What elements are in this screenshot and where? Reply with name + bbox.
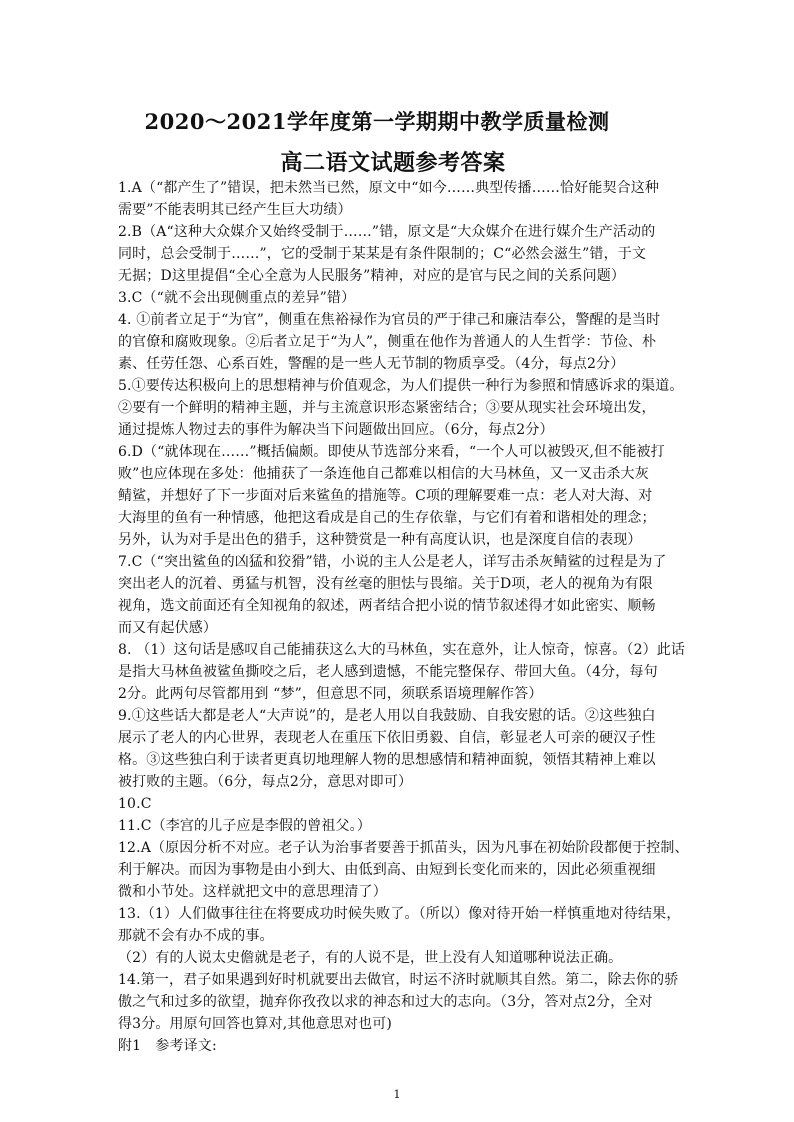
answer-line: 被打败的主题。（6分，每点2分，意思对即可）	[118, 774, 413, 790]
answer-line: 1.A（“都产生了”错误，把未然当已然，原文中“如今……典型传播……恰好能契合这种	[118, 180, 660, 196]
answer-line: 另外，认为对手是出色的猎手，这种赞赏是一种有高度认识，也是深度自信的表现）	[118, 532, 642, 548]
answer-line: 同时，总会受制于……”，它的受制于某某是有条件限制的；C“必然会滋生”错，于文	[118, 246, 647, 262]
answer-line: 12.A（原因分析不对应。老子认为治事者要善于抓苗头，因为凡事在初始阶段都便于控制、	[118, 840, 689, 856]
page-number: 1	[393, 1088, 401, 1101]
appendix-heading: 附1 参考译文:	[118, 1038, 217, 1054]
answer-line: 素、任劳任怨、心系百姓，警醒的是一些人无节制的物质享受。（4分，每点2分）	[118, 356, 625, 372]
answer-line: 是指大马林鱼被鲨鱼撕咬之后，老人感到遗憾，不能完整保存、带回大鱼。（4分，每句	[118, 664, 658, 680]
answer-line: 傲之气和过多的欲望，抛弃你孜孜以求的神态和过大的志向。（3分，答对点2分，全对	[118, 994, 653, 1010]
answer-line: 展示了老人的内心世界，表现老人在重压下依旧勇毅、自信，彰显老人可亲的硬汉子性	[118, 730, 656, 746]
answer-line: 8. （1）这句话是感叹自己能捕获这么大的马林鱼，实在意外，让人惊奇，惊喜。（2）此话	[118, 642, 686, 658]
answer-line: 突出老人的沉着、勇猛与机智，没有丝毫的胆怯与畏缩。关于D项，老人的视角为有限	[118, 576, 653, 592]
answer-line: 5.①要传达积极向上的思想精神与价值观念，为人们提供一种行为参照和情感诉求的渠道。	[118, 378, 684, 394]
answer-line: 7.C（“突出鲨鱼的凶猛和狡猾”错，小说的主人公是老人，详写击杀灰鲭鲨的过程是为了	[118, 554, 667, 570]
answer-line: 11.C（李宫的儿子应是李假的曾祖父。）	[118, 818, 371, 834]
answer-line: （2）有的人说太史儋就是老子，有的人说不是，世上没有人知道哪种说法正确。	[118, 950, 623, 966]
answer-line: 14.第一，君子如果遇到好时机就要出去做官，时运不济时就顺其自然。第二，除去你的骄	[118, 972, 679, 988]
answer-line: 无据；D这里提倡“全心全意为人民服务”精神，对应的是官与民之间的关系问题）	[118, 268, 626, 284]
answer-key-title: 高二语文试题参考答案	[280, 150, 506, 176]
answer-line: 而又有起伏感）	[118, 620, 218, 636]
answer-line: 败”也应体现在多处：他捕获了一条连他自己都难以相信的大马林鱼，又一叉击杀大灰	[118, 466, 649, 482]
answer-line: 利于解决。而因为事物是由小到大、由低到高、由短到长变化而来的，因此必须重视细	[118, 862, 656, 878]
answer-line: 微和小节处。这样就把文中的意思理清了）	[118, 884, 387, 900]
answer-line: 4. ①前者立足于“为官”，侧重在焦裕禄作为官员的严于律己和廉洁奉公，警醒的是当时	[118, 312, 661, 328]
exam-title: 2020～2021学年度第一学期期中教学质量检测	[144, 109, 610, 134]
answer-line: ②要有一个鲜明的精神主题，并与主流意识形态紧密结合；③要从现实社会环境出发，	[118, 400, 656, 416]
answer-line: 需要”不能表明其已经产生巨大功绩）	[118, 202, 352, 218]
answer-line: 9.①这些话大都是老人“大声说”的，是老人用以自我鼓励、自我安慰的话。②这些独白	[118, 708, 656, 724]
answer-line: 3.C（“就不会出现侧重点的差异”错）	[118, 290, 356, 306]
answer-line: 6.D（“就体现在……”概括偏颇。即使从节选部分来看，“一个人可以被毁灭,但不能被打	[118, 444, 665, 460]
answer-line: 大海里的鱼有一种情感，他把这看成是自己的生存依靠，与它们有着和谐相处的理念；	[118, 510, 656, 526]
answer-line: 10.C	[118, 796, 152, 812]
answer-line: 的官僚和腐败现象。②后者立足于“为人”，侧重在他作为普通人的人生哲学：节俭、朴	[118, 334, 657, 350]
answer-line: 视角，选文前面还有全知视角的叙述，两者结合把小说的情节叙述得才如此密实、顺畅	[118, 598, 656, 614]
answer-line: 通过提炼人物过去的事件为解决当下问题做出回应。（6分，每点2分）	[118, 422, 554, 438]
answer-line: 13.（1）人们做事往往在将要成功时候失败了。（所以）像对待开始一样慎重地对待结果，	[118, 906, 681, 922]
answer-line: 2.B（A“这种大众媒介又始终受制于……”错，原文是“大众媒介在进行媒介生产活动的	[118, 224, 656, 240]
answer-line: 得3分。用原句回答也算对,其他意思对也可)	[118, 1016, 392, 1032]
answer-line: 格。③这些独白利于读者更真切地理解人物的思想感情和精神面貌，领悟其精神上难以	[118, 752, 656, 768]
answer-line: 2分。此两句尽管都用到 “梦”，但意思不同，须联系语境理解作答）	[118, 686, 543, 702]
answer-line: 鲭鲨，并想好了下一步面对后来鲨鱼的措施等。C项的理解要难一点：老人对大海、对	[118, 488, 653, 504]
answer-line: 那就不会有办不成的事。	[118, 928, 274, 944]
